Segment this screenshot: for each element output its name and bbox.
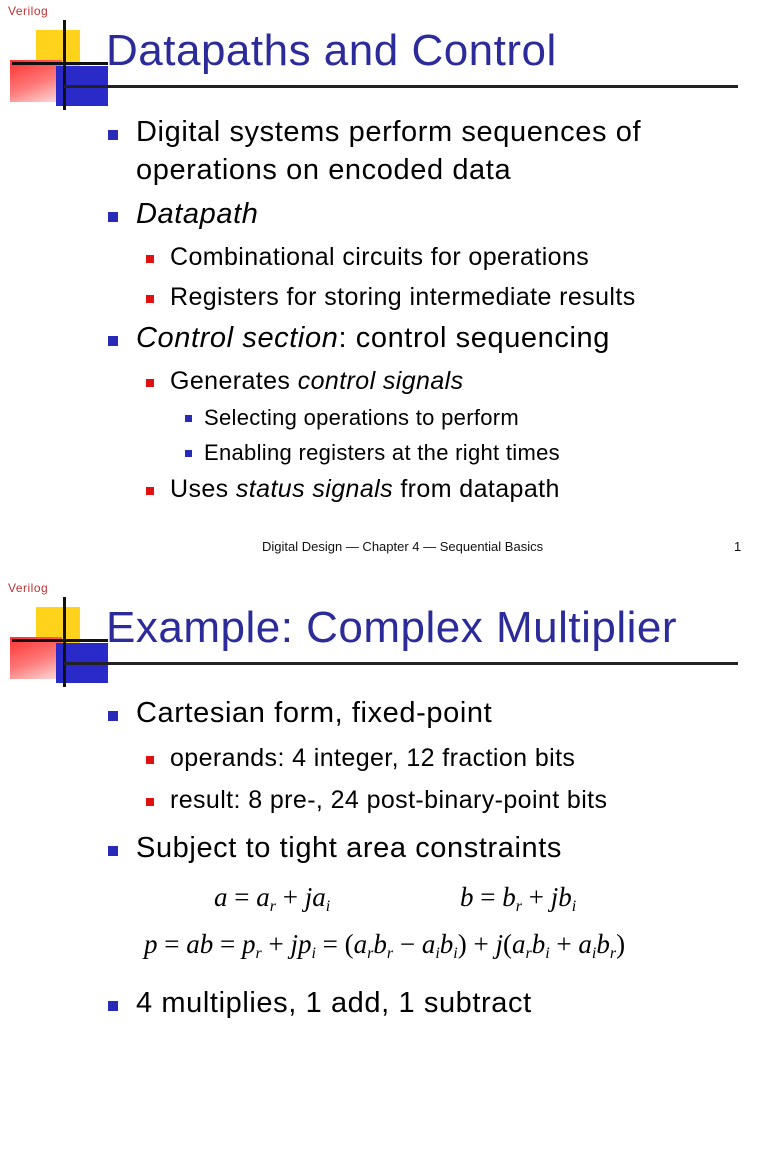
bullet-datapath: Datapath	[136, 198, 259, 231]
bullet-control-section: Control section: control sequencing	[136, 322, 610, 355]
course-tag: Verilog	[8, 581, 49, 595]
slide-footer: Digital Design — Chapter 4 — Sequential Basics	[262, 539, 544, 554]
bullet-area-constraints: Subject to tight area constraints	[136, 832, 562, 865]
sub-bullet-operands: operands: 4 integer, 12 fraction bits	[170, 744, 575, 773]
sub-sub-bullet-enabling: Enabling registers at the right times	[204, 440, 560, 466]
bullet-digital-systems-cont: operations on encoded data	[136, 154, 512, 186]
bullet-cartesian: Cartesian form, fixed-point	[136, 697, 492, 730]
slide-title: Datapaths and Control	[106, 26, 557, 75]
sub-sub-bullet-selecting: Selecting operations to perform	[204, 405, 519, 431]
sub-bullet-generates: Generates control signals	[170, 367, 464, 396]
page-number: 1	[734, 539, 742, 554]
sub-bullet-registers: Registers for storing intermediate results	[170, 283, 636, 312]
bullet-multiplies: 4 multiplies, 1 add, 1 subtract	[136, 987, 532, 1020]
slide-title: Example: Complex Multiplier	[106, 603, 678, 652]
slide-logo	[10, 597, 110, 687]
slide-logo	[10, 20, 110, 110]
slide-2	[0, 577, 768, 1154]
bullet-digital-systems: Digital systems perform sequences of	[136, 116, 641, 149]
course-tag: Verilog	[8, 4, 49, 18]
equation-b: $b = b_r + jb_i$	[460, 882, 577, 915]
title-rule	[64, 85, 738, 88]
sub-bullet-result: result: 8 pre-, 24 post-binary-point bits	[170, 786, 607, 815]
sub-bullet-combinational: Combinational circuits for operations	[170, 243, 589, 272]
title-rule	[64, 662, 738, 665]
equation-p: p = ab = $p_r + jp_i = (a_rb_r - a_ib_i) + j(a_rb_i + a_ib_r)$	[144, 929, 626, 962]
sub-bullet-uses: Uses status signals from datapath	[170, 475, 560, 504]
equation-a: $a = a_r + ja_i$	[214, 882, 331, 915]
